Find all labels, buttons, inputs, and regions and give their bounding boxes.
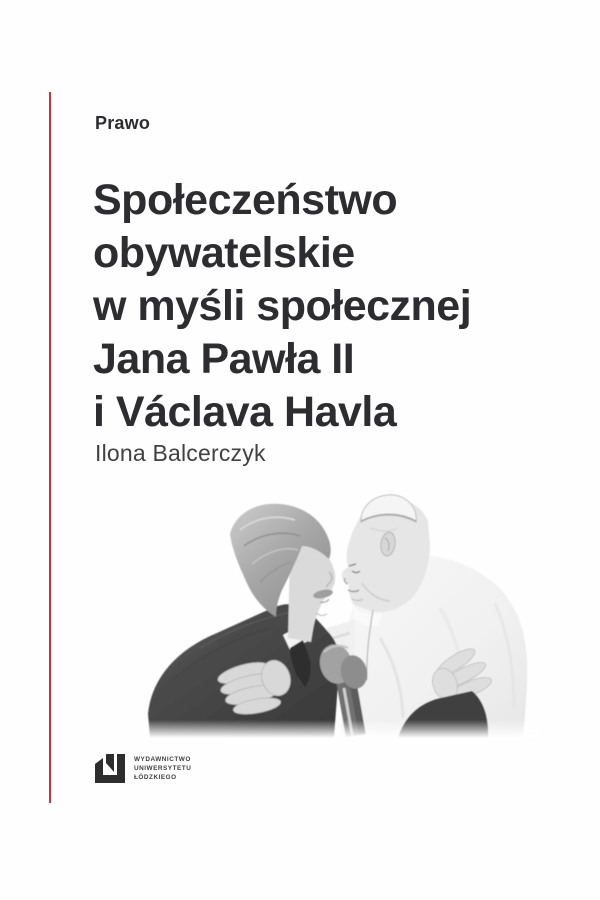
series-label: Prawo [95,113,151,133]
title-line-5: i Václava Havla [93,388,397,436]
publisher-name [134,754,191,782]
publisher-line-3: ŁÓDZKIEGO [134,773,177,781]
title-line-3: w myśli społecznej [93,282,472,330]
publisher-line-2: UNIWERSYTETU [134,764,192,772]
publisher-line-1: WYDAWNICTWO [134,755,191,763]
author-name: Ilona Balcerczyk [95,440,266,466]
publisher-block [95,754,224,798]
red-accent-line [49,92,51,803]
havel-pope-photo-illustration [140,488,540,738]
title-line-1: Społeczeństwo [93,176,398,224]
title-line-4: Jana Pawła II [93,335,355,383]
publisher-logo-icon [95,754,125,783]
book-title [93,174,533,439]
title-line-2: obywatelskie [93,229,355,277]
cover-photo [140,488,540,738]
